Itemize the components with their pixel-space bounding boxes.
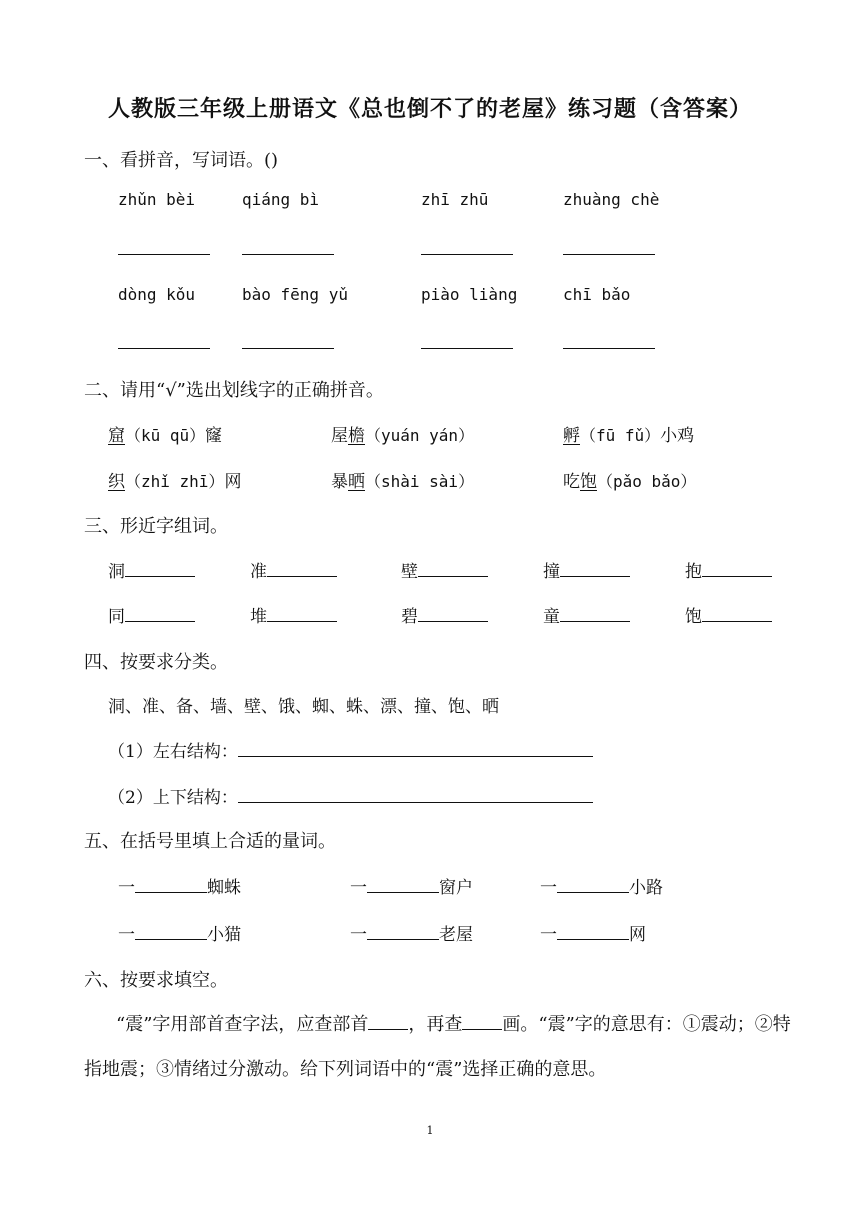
answer-blank[interactable] bbox=[267, 620, 337, 622]
answer-line[interactable] bbox=[421, 348, 513, 349]
pinyin-1-3: zhī zhū bbox=[421, 190, 489, 209]
similar-char-item: 准 bbox=[250, 557, 337, 582]
answer-blank[interactable] bbox=[238, 755, 593, 757]
answer-blank[interactable] bbox=[125, 575, 195, 577]
answer-blank[interactable] bbox=[557, 938, 629, 940]
underlined-char: 织 bbox=[108, 472, 125, 492]
pinyin-choice-item: 吃饱（pǎo bǎo） bbox=[563, 472, 697, 492]
similar-char-item: 壁 bbox=[401, 557, 488, 582]
answer-blank[interactable] bbox=[367, 938, 439, 940]
answer-blank[interactable] bbox=[560, 620, 630, 622]
answer-blank[interactable] bbox=[368, 1028, 408, 1030]
answer-line[interactable] bbox=[242, 254, 334, 255]
similar-char-item: 同 bbox=[108, 602, 195, 627]
page-number: 1 bbox=[426, 1124, 434, 1137]
section-4-heading: 四、按要求分类。 bbox=[84, 652, 228, 673]
measure-word-item: 一 老屋 bbox=[350, 925, 473, 945]
underlined-char: 饱 bbox=[580, 472, 597, 492]
classify-row: （2）上下结构： bbox=[108, 783, 593, 808]
measure-word-item: 一 蜘蛛 bbox=[118, 878, 241, 898]
fill-in-paragraph: “震”字用部首查字法，应查部首 ，再查 画。“震”字的意思有：①震动；②特指地震；③情绪过分激动。给下列词语中的“震”选择正确的意思。 bbox=[84, 1014, 791, 1080]
pinyin-options[interactable]: （zhǐ zhī） bbox=[125, 472, 225, 491]
similar-char-item: 堆 bbox=[250, 602, 337, 627]
measure-word-item: 一 小猫 bbox=[118, 925, 241, 945]
measure-word-item: 一 小路 bbox=[540, 878, 663, 898]
underlined-char: 窟 bbox=[108, 426, 125, 446]
pinyin-2-2: bào fēng yǔ bbox=[242, 285, 348, 304]
pinyin-2-4: chī bǎo bbox=[563, 285, 631, 304]
similar-char-item: 洞 bbox=[108, 557, 195, 582]
answer-blank[interactable] bbox=[557, 891, 629, 893]
pinyin-choice-item: 孵（fū fǔ）小鸡 bbox=[563, 426, 695, 446]
answer-blank[interactable] bbox=[238, 801, 593, 803]
similar-char-item: 童 bbox=[543, 602, 630, 627]
pinyin-1-1: zhǔn bèi bbox=[118, 190, 196, 209]
answer-blank[interactable] bbox=[267, 575, 337, 577]
pinyin-choice-item: 屋檐（yuán yán） bbox=[331, 426, 475, 446]
pinyin-1-2: qiáng bì bbox=[242, 190, 320, 209]
pinyin-options[interactable]: （pǎo bǎo） bbox=[597, 472, 697, 491]
pinyin-2-3: piào liàng bbox=[421, 285, 518, 304]
pinyin-options[interactable]: （shài sài） bbox=[365, 472, 475, 491]
underlined-char: 檐 bbox=[348, 426, 365, 446]
answer-blank[interactable] bbox=[125, 620, 195, 622]
answer-line[interactable] bbox=[118, 254, 210, 255]
underlined-char: 孵 bbox=[563, 426, 580, 446]
answer-blank[interactable] bbox=[560, 575, 630, 577]
page-title: 人教版三年级上册语文《总也倒不了的老屋》练习题（含答案） bbox=[107, 96, 752, 122]
answer-blank[interactable] bbox=[135, 938, 207, 940]
classify-row: （1）左右结构： bbox=[108, 737, 593, 762]
section-3-heading: 三、形近字组词。 bbox=[84, 516, 228, 537]
answer-blank[interactable] bbox=[367, 891, 439, 893]
answer-blank[interactable] bbox=[135, 891, 207, 893]
section-5-heading: 五、在括号里填上合适的量词。 bbox=[84, 831, 336, 852]
answer-blank[interactable] bbox=[702, 620, 772, 622]
pinyin-options[interactable]: （fū fǔ） bbox=[580, 426, 661, 445]
pinyin-choice-item: 暴晒（shài sài） bbox=[331, 472, 475, 492]
section-6-heading: 六、按要求填空。 bbox=[84, 970, 228, 991]
pinyin-2-1: dòng kǒu bbox=[118, 285, 196, 304]
similar-char-item: 抱 bbox=[685, 557, 772, 582]
answer-blank[interactable] bbox=[702, 575, 772, 577]
pinyin-choice-item: 织（zhǐ zhī）网 bbox=[108, 472, 242, 492]
similar-char-item: 撞 bbox=[543, 557, 630, 582]
answer-line[interactable] bbox=[563, 348, 655, 349]
answer-line[interactable] bbox=[242, 348, 334, 349]
answer-line[interactable] bbox=[421, 254, 513, 255]
answer-blank[interactable] bbox=[418, 575, 488, 577]
answer-line[interactable] bbox=[118, 348, 210, 349]
pinyin-choice-item: 窟（kū qū）窿 bbox=[108, 426, 223, 446]
answer-line[interactable] bbox=[563, 254, 655, 255]
similar-char-item: 碧 bbox=[401, 602, 488, 627]
similar-char-item: 饱 bbox=[685, 602, 772, 627]
pinyin-1-4: zhuàng chè bbox=[563, 190, 660, 209]
underlined-char: 晒 bbox=[348, 472, 365, 492]
pinyin-options[interactable]: （kū qū） bbox=[125, 426, 206, 445]
char-list: 洞、准、备、墙、壁、饿、蜘、蛛、漂、撞、饱、晒 bbox=[108, 697, 499, 717]
answer-blank[interactable] bbox=[418, 620, 488, 622]
answer-blank[interactable] bbox=[462, 1028, 502, 1030]
pinyin-options[interactable]: （yuán yán） bbox=[365, 426, 475, 445]
measure-word-item: 一 网 bbox=[540, 925, 646, 945]
section-2-heading: 二、请用“√”选出划线字的正确拼音。 bbox=[84, 380, 384, 401]
measure-word-item: 一 窗户 bbox=[350, 878, 473, 898]
section-1-heading: 一、看拼音，写词语。() bbox=[84, 150, 279, 171]
